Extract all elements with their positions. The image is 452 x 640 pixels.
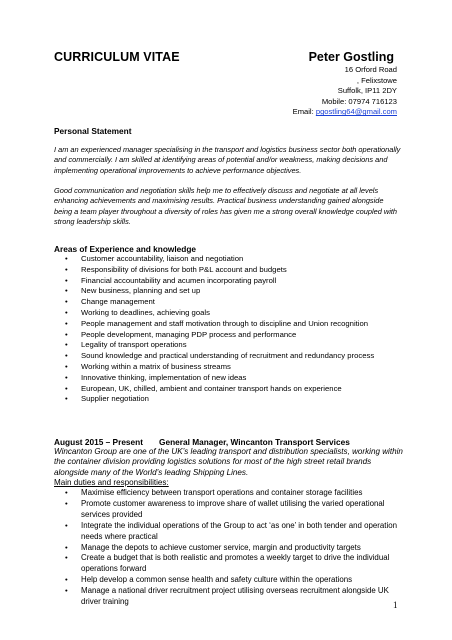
job-title: General Manager, Wincanton Transport Services [159, 437, 350, 447]
document-title: CURRICULUM VITAE [54, 50, 180, 64]
list-item: • Integrate the individual operations of the Group to act ‘as one’ in both tender and operation needs where practical [54, 521, 408, 543]
list-item: • People development, managing PDP process and performance [54, 330, 404, 341]
list-item: • Maximise efficiency between transport operations and container storage facilities [54, 488, 408, 499]
list-item: • Responsibility of divisions for both P&L account and budgets [54, 265, 404, 276]
list-item: • Working to deadlines, achieving goals [54, 308, 404, 319]
experience-list [54, 254, 404, 405]
list-item: • European, UK, chilled, ambient and container transport hands on experience [54, 384, 404, 395]
list-item: • Innovative thinking, implementation of new ideas [54, 373, 404, 384]
address-line: 16 Orford Road [344, 65, 397, 74]
experience-heading: Areas of Experience and knowledge [54, 244, 197, 254]
statement-paragraph: I am an experienced manager specialising in the transport and logistics business sector both operationally and commercially. I am skilled at identifying areas of potential and/or weakness, making decisions and implementing operational improvements to achieve performance objectives. [54, 145, 401, 175]
list-item: • Help develop a common sense health and safety culture within the operations [54, 575, 408, 586]
job-description: Wincanton Group are one of the UK’s leading transport and distribution specialists, working within the container division providing logistics solutions for most of the high street retail brands alongside many of the World’s leading Shipping Lines. [54, 447, 403, 477]
list-item: • Create a budget that is both realistic and promotes a weekly target to drive the individual operations forward [54, 553, 408, 575]
email-row [293, 107, 397, 118]
list-item: • Customer accountability, liaison and negotiation [54, 254, 404, 265]
candidate-name: Peter Gostling [308, 50, 394, 64]
job-date: August 2015 – Present [54, 437, 143, 447]
list-item: • Manage the depots to achieve customer service, margin and productivity targets [54, 543, 408, 554]
list-item: • Supplier negotiation [54, 394, 404, 405]
list-item: • Financial accountability and acumen incorporating payroll [54, 276, 404, 287]
list-item: • Change management [54, 297, 404, 308]
address-line: Suffolk, IP11 2DY [337, 86, 397, 96]
page-number: 1 [393, 600, 398, 610]
list-item: • Working within a matrix of business streams [54, 362, 404, 373]
list-item: • People management and staff motivation through to discipline and Union recognition [54, 319, 404, 330]
list-item: • Promote customer awareness to improve share of wallet utilising the varied operational services provided [54, 499, 408, 521]
duties-heading: Main duties and responsibilities: [54, 478, 169, 487]
list-item: • Legality of transport operations [54, 340, 404, 351]
list-item: • Sound knowledge and practical understanding of recruitment and redundancy process [54, 351, 404, 362]
contact-block [293, 65, 397, 118]
email-link[interactable]: pgostling64@gmail.com [315, 107, 397, 117]
list-item: • Manage a national driver recruitment project utilising overseas recruitment alongside UK driver training [54, 586, 408, 608]
statement-paragraph: Good communication and negotiation skills help me to effectively discuss and negotiate at all levels enhancing achievements and maximising results. Practical business understanding gained alongside being a team player throughout a diversity of roles has given me a strong overall knowledge coupled with strong leadership skills. [54, 186, 398, 226]
personal-statement-heading: Personal Statement [54, 126, 132, 136]
email-label: Email: [292, 107, 316, 117]
list-item: • New business, planning and set up [54, 286, 404, 297]
address-line: , Felixstowe [356, 75, 397, 85]
mobile-number: Mobile: 07974 716123 [321, 96, 397, 106]
duties-list [54, 488, 408, 608]
